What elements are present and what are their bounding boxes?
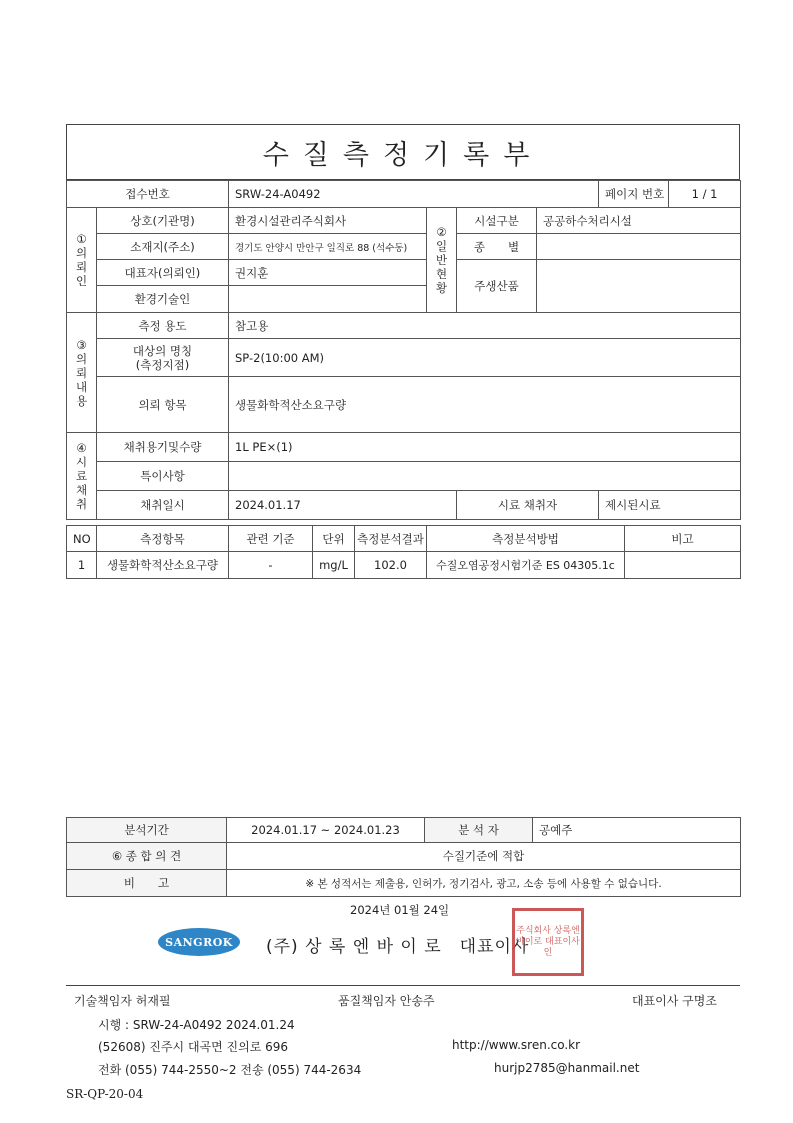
cell-item: 생물화학적산소요구량 <box>97 552 229 579</box>
header-method: 측정분석방법 <box>427 526 625 552</box>
target-value: SP-2(10:00 AM) <box>229 339 741 377</box>
purpose-label: 측정 용도 <box>97 313 229 339</box>
header-item: 측정항목 <box>97 526 229 552</box>
request-section-label: ③ 의 뢰 내 용 <box>67 313 97 433</box>
company-phone: 전화 (055) 744-2550~2 전송 (055) 744-2634 <box>98 1063 362 1077</box>
results-table <box>66 525 741 579</box>
document-title: 수질측정기록부 <box>66 124 740 180</box>
analysis-period-value: 2024.01.17 ~ 2024.01.23 <box>227 818 425 843</box>
header-standard: 관련 기준 <box>229 526 313 552</box>
client-representative-value: 권지훈 <box>229 260 427 286</box>
general-section-label: ② 일 반 현 황 <box>427 208 457 313</box>
facility-type-label: 시설구분 <box>457 208 537 234</box>
cell-result: 102.0 <box>355 552 427 579</box>
cell-unit: mg/L <box>313 552 355 579</box>
company-website[interactable]: http://www.sren.co.kr <box>452 1038 581 1052</box>
target-label: 대상의 명칭 (측정지점) <box>97 339 229 377</box>
footer-divider <box>66 985 740 986</box>
header-unit: 단위 <box>313 526 355 552</box>
requested-items-label: 의뢰 항목 <box>97 377 229 433</box>
client-address-value: 경기도 안양시 만안구 일직로 88 (석수동) <box>229 234 427 260</box>
form-code: SR-QP-20-04 <box>66 1087 144 1101</box>
sampling-date-value: 2024.01.17 <box>229 491 457 520</box>
header-remarks: 비고 <box>625 526 741 552</box>
company-logo: SANGROK <box>158 928 240 956</box>
special-notes-label: 특이사항 <box>97 462 229 491</box>
page-number-value: 1 / 1 <box>669 181 741 208</box>
client-representative-label: 대표자(의뢰인) <box>97 260 229 286</box>
page-number-label: 페이지 번호 <box>599 181 669 208</box>
client-name-label: 상호(기관명) <box>97 208 229 234</box>
results-header-row <box>67 526 741 552</box>
special-notes-value <box>229 462 741 491</box>
purpose-value: 참고용 <box>229 313 741 339</box>
category-label: 종 별 <box>457 234 537 260</box>
env-technician-value <box>229 286 427 313</box>
client-name-value: 환경시설관리주식회사 <box>229 208 427 234</box>
ceo-name: 대표이사 구명조 <box>632 994 717 1008</box>
requested-items-value: 생물화학적산소요구량 <box>229 377 741 433</box>
company-name: (주) 상 록 엔 바 이 로 대표이사 <box>266 937 530 957</box>
company-seal: 주식회사 상록엔바이로 대표이사인 <box>512 908 584 976</box>
sampler-label: 시료 채취자 <box>457 491 599 520</box>
summary-table <box>66 817 741 897</box>
analyst-value: 공예주 <box>533 818 741 843</box>
header-result: 측정분석결과 <box>355 526 427 552</box>
client-address-label: 소재지(주소) <box>97 234 229 260</box>
quality-manager: 품질책임자 안송주 <box>338 994 435 1008</box>
cell-remarks <box>625 552 741 579</box>
cell-method: 수질오염공정시험기준 ES 04305.1c <box>427 552 625 579</box>
cell-standard: - <box>229 552 313 579</box>
category-value <box>537 234 741 260</box>
header-no: NO <box>67 526 97 552</box>
sampler-value: 제시된시료 <box>599 491 741 520</box>
container-label: 채취용기및수량 <box>97 433 229 462</box>
analysis-period-label: 분석기간 <box>67 818 227 843</box>
analyst-label: 분 석 자 <box>425 818 533 843</box>
receipt-number-label: 접수번호 <box>67 181 229 208</box>
remark-value: ※ 본 성적서는 제출용, 인허가, 정기검사, 광고, 소송 등에 사용할 수 없습니다. <box>227 870 741 897</box>
remark-label: 비 고 <box>67 870 227 897</box>
record-form-table <box>66 180 741 520</box>
issue-date: 2024년 01월 24일 <box>350 903 450 917</box>
company-email[interactable]: hurjp2785@hanmail.net <box>494 1061 640 1075</box>
sampling-date-label: 채취일시 <box>97 491 229 520</box>
sampling-section-label: ④ 시 료 채 취 <box>67 433 97 520</box>
table-row <box>67 552 741 579</box>
container-value: 1L PE×(1) <box>229 433 741 462</box>
cell-no: 1 <box>67 552 97 579</box>
main-product-label: 주생산품 <box>457 260 537 313</box>
technical-manager: 기술책임자 허재필 <box>74 994 171 1008</box>
opinion-label: ⑥ 종 합 의 견 <box>67 843 227 870</box>
company-address: (52608) 진주시 대곡면 진의로 696 <box>98 1040 289 1054</box>
issue-line: 시행 : SRW-24-A0492 2024.01.24 <box>98 1018 295 1032</box>
opinion-value: 수질기준에 적합 <box>227 843 741 870</box>
client-section-label: ① 의 뢰 인 <box>67 208 97 313</box>
env-technician-label: 환경기술인 <box>97 286 229 313</box>
facility-type-value: 공공하수처리시설 <box>537 208 741 234</box>
receipt-number-value: SRW-24-A0492 <box>229 181 599 208</box>
main-product-value <box>537 260 741 313</box>
